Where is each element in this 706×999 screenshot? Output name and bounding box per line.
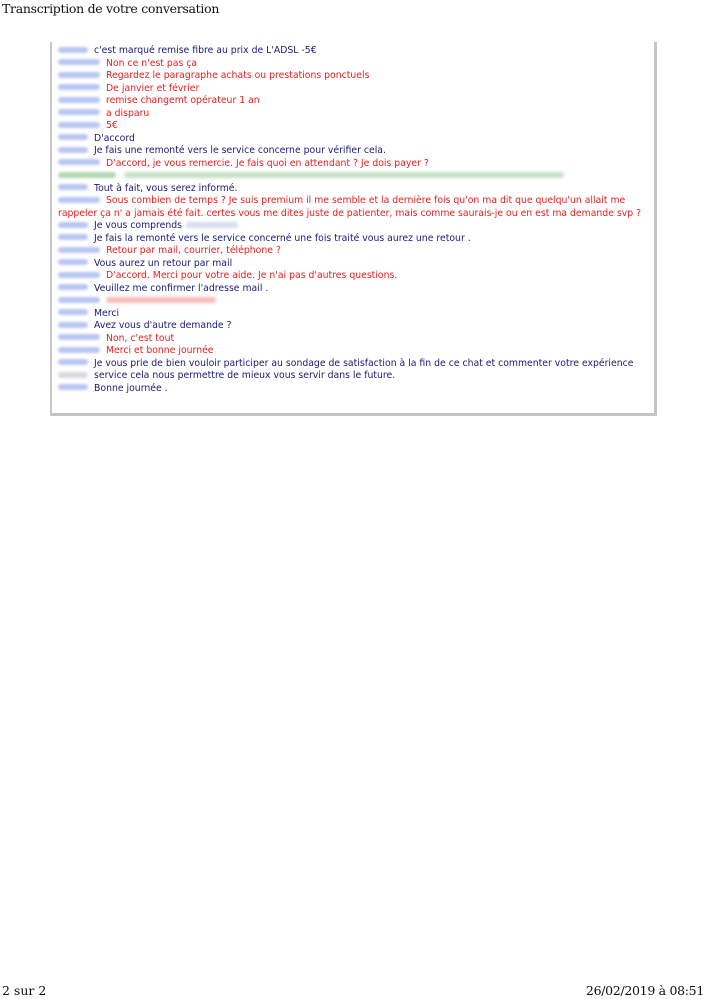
message-list [58,45,648,395]
message-agent [58,133,648,146]
message-agent [58,220,648,233]
message-client [58,345,648,358]
redacted-email [106,297,216,303]
message-client [58,195,648,220]
message-agent [58,370,648,383]
message-client [58,83,648,96]
redacted-agent-name [58,47,88,53]
message-client [58,295,648,308]
message-text: Merci [94,307,120,319]
message-client [58,245,648,258]
message-text: remise changemt opérateur 1 an [106,95,260,106]
message-agent [58,145,648,158]
message-system [58,170,648,183]
message-text: service cela nous permettre de mieux vous servir dans le future. [94,370,396,381]
message-text: Je fais une remonté vers le service concerne pour vérifier cela. [94,145,386,156]
redacted-agent-name [58,184,88,190]
message-text: Regardez le paragraphe achats ou prestations ponctuels [106,70,370,81]
message-text: Vous aurez un retour par mail [94,257,233,269]
message-text: D'accord. Merci pour votre aide. Je n'ai pas d'autres questions. [106,270,398,281]
message-client [58,333,648,346]
message-text: 5€ [106,120,118,131]
redacted-client-name [58,109,100,115]
redacted-agent-name [58,309,88,315]
redacted-agent-name [58,134,88,140]
message-text: De janvier et février [106,82,200,94]
redacted-client-name [58,159,100,165]
message-text: Non, c'est tout [106,332,175,344]
message-client [58,120,648,133]
redacted-agent-name [58,384,88,390]
message-client [58,95,648,108]
message-client [58,108,648,121]
message-agent [58,308,648,321]
message-text: D'accord, je vous remercie. Je fais quoi en attendant ? Je dois payer ? [106,157,429,169]
redacted-agent-name [58,359,88,365]
redacted-client-name [58,297,100,303]
print-datetime: 26/02/2019 à 08:51 [585,983,704,998]
redacted-client-name [58,247,100,253]
message-agent [58,358,648,371]
message-text: Je fais la remonté vers le service concerné une fois traité vous aurez une retour . [94,232,471,244]
message-agent [58,383,648,396]
message-agent [58,258,648,271]
message-text: Je vous prie de bien vouloir participer au sondage de satisfaction à la fin de ce chat et commenter votre expérience [94,357,634,369]
redacted-client-name [58,272,100,278]
redacted-system-text [124,172,564,178]
message-client [58,270,648,283]
message-client [58,58,648,71]
transcript-container [50,42,657,416]
redacted-client-name [58,72,100,78]
message-text: Sous combien de temps ? Je suis premium il me semble et la dernière fois qu'on ma dit que quelqu'un allait me rappeler ça n' a jamais été fait. certes vous me dites juste de patienter, mais comme saurais-je ou en est ma demande svp ? [58,195,642,219]
message-agent [58,233,648,246]
redacted-client-name [58,122,100,128]
redacted-text [186,222,238,228]
message-agent [58,45,648,58]
message-agent [58,183,648,196]
redacted-client-name [58,334,100,340]
redacted-agent-name [58,234,88,240]
message-text: Bonne journée . [94,382,168,394]
message-text: Merci et bonne journée [106,345,214,356]
message-text: Je vous comprends [94,220,183,231]
message-text: Veuillez me confirmer l'adresse mail . [94,282,269,294]
redacted-agent-name [58,284,88,290]
message-text: Tout à fait, vous serez informé. [94,182,238,194]
redacted-client-name [58,97,100,103]
redacted-agent-name [58,322,88,328]
message-client [58,158,648,171]
redacted-client-name [58,59,100,65]
message-agent [58,320,648,333]
message-text: D'accord [94,132,135,144]
message-client [58,70,648,83]
message-agent [58,283,648,296]
redacted-agent-name [58,372,88,378]
redacted-agent-name [58,222,88,228]
redacted-client-name [58,347,100,353]
message-text: Retour par mail, courrier, téléphone ? [106,245,281,256]
redacted-client-name [58,197,100,203]
message-text: Non ce n'est pas ça [106,57,198,69]
message-text: a disparu [106,107,150,119]
redacted-system-label [58,172,116,178]
page-title: Transcription de votre conversation [2,1,220,16]
page-number: 2 sur 2 [2,983,47,998]
message-text: c'est marqué remise fibre au prix de L'ADSL -5€ [94,45,317,56]
redacted-agent-name [58,147,88,153]
redacted-client-name [58,84,100,90]
redacted-agent-name [58,259,88,265]
message-text: Avez vous d'autre demande ? [94,320,232,331]
